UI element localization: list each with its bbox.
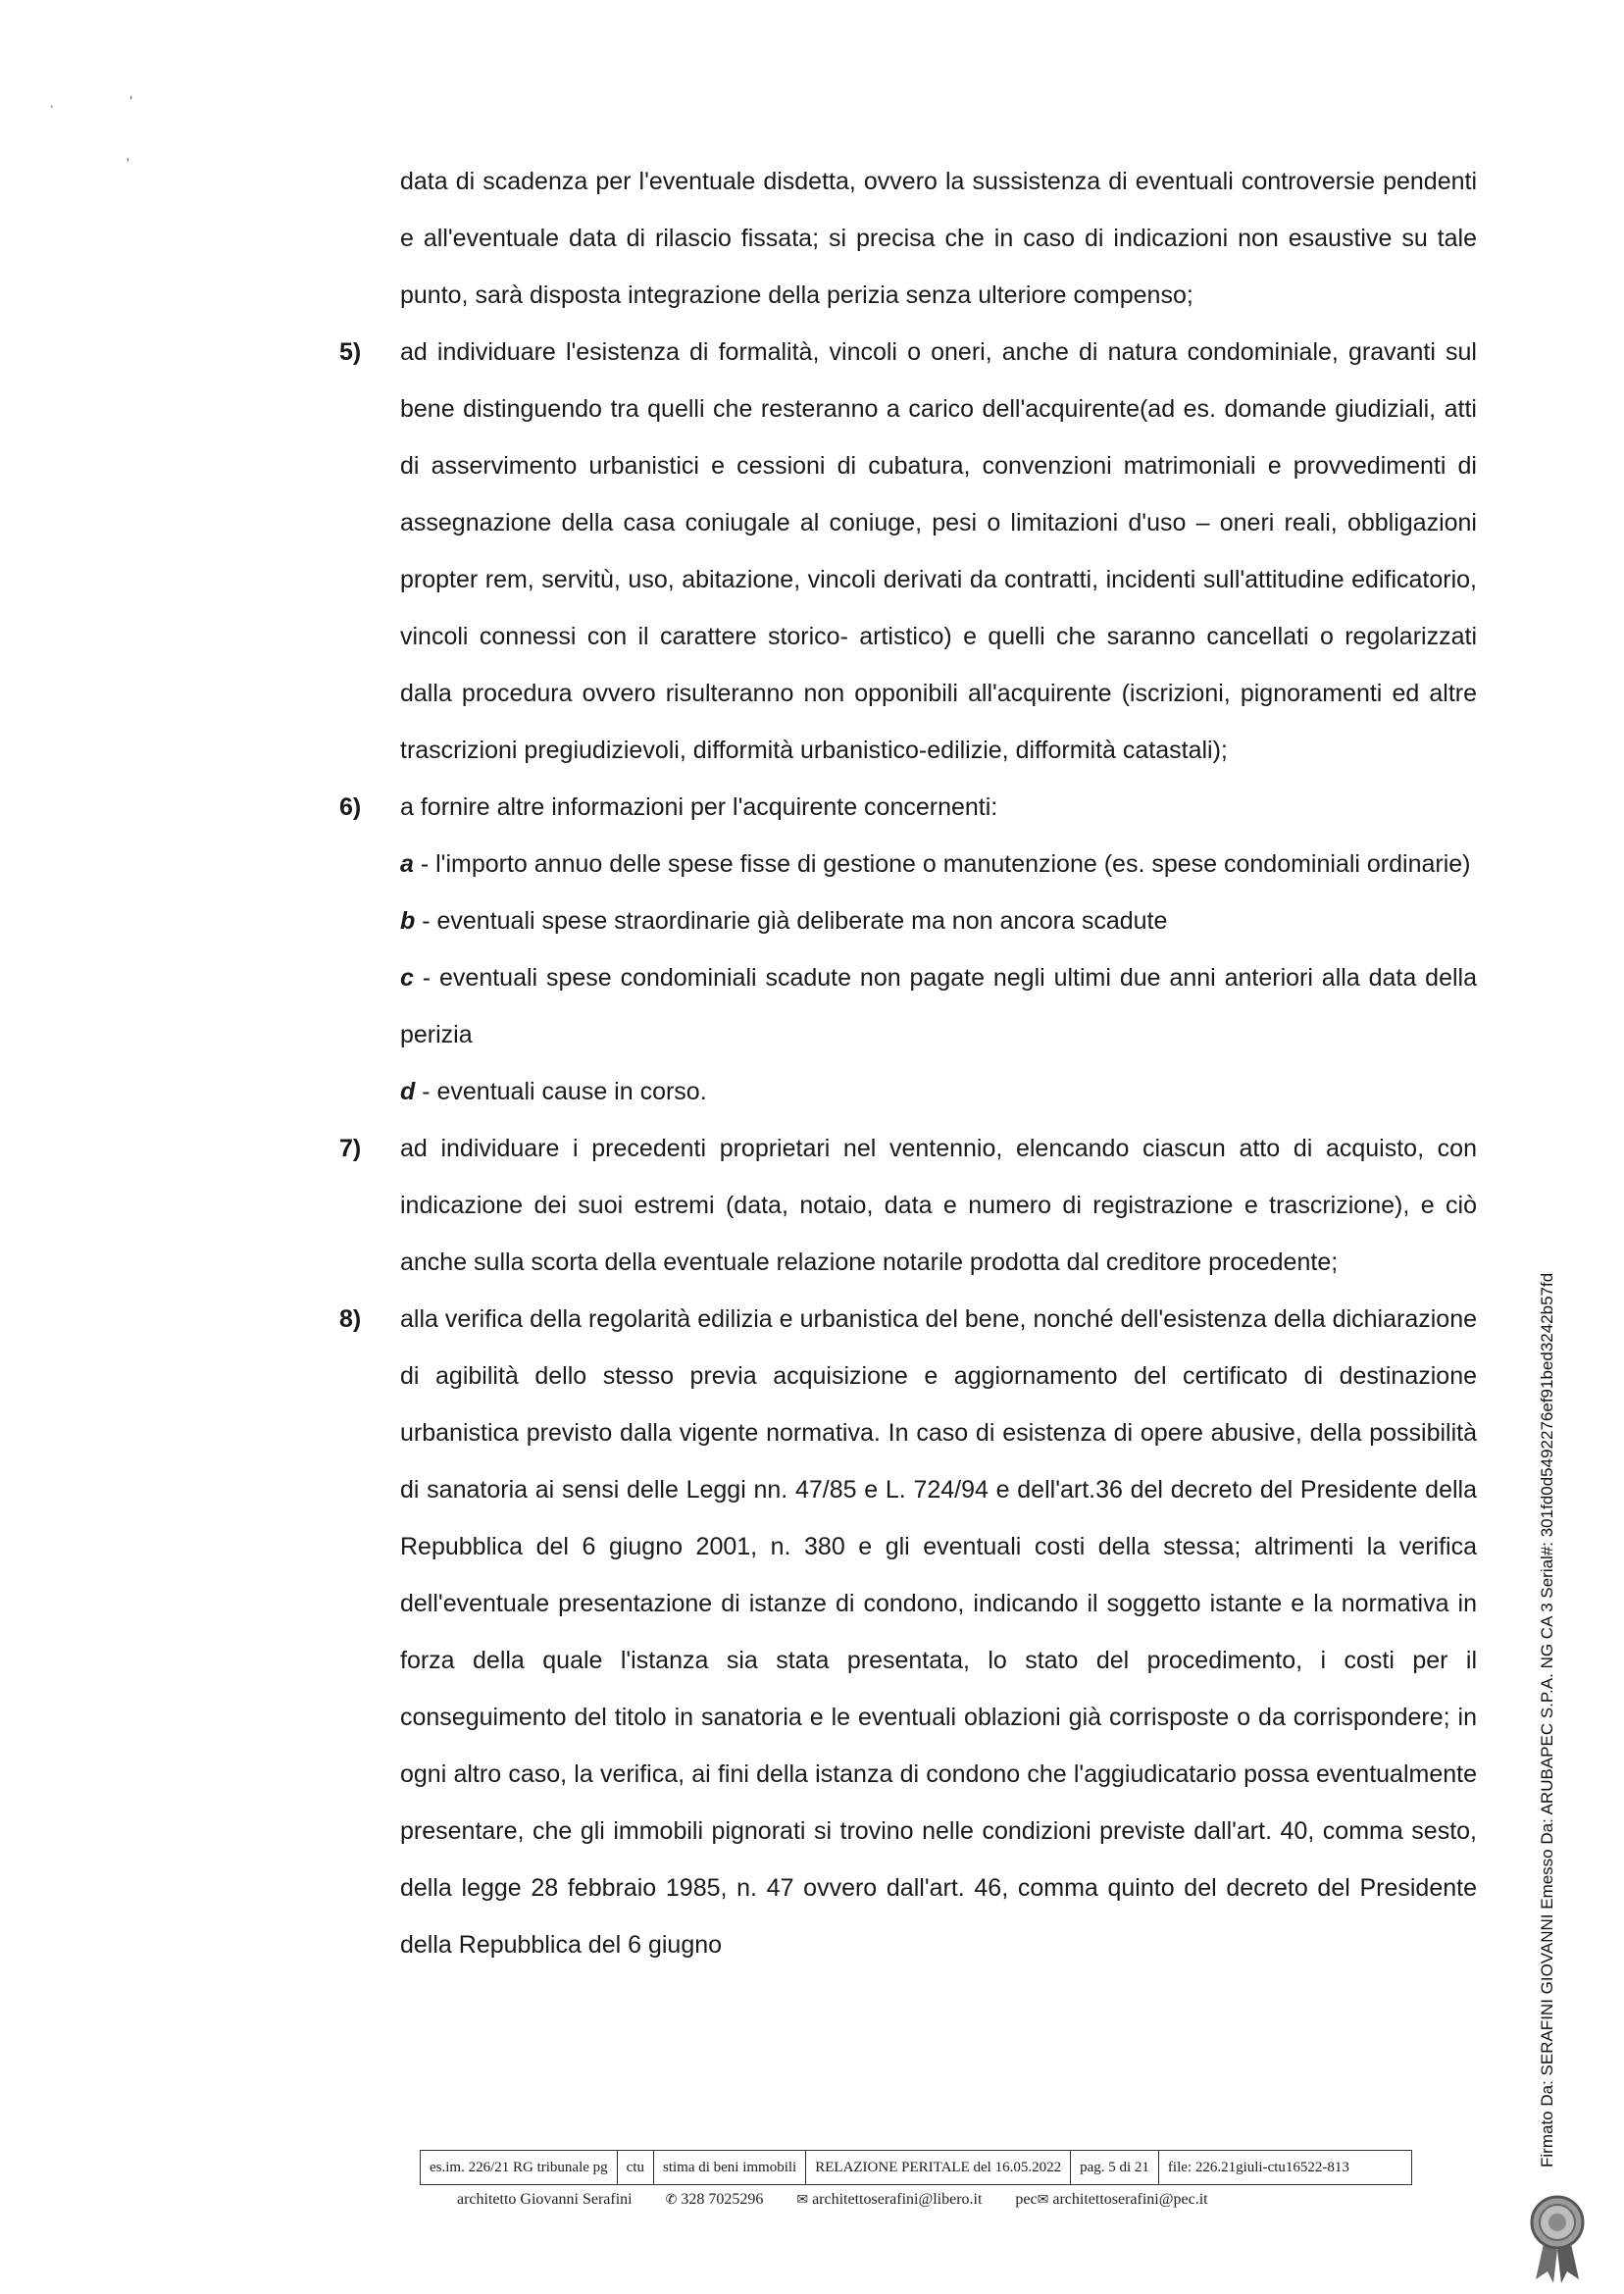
footer-case: es.im. 226/21 RG tribunale pg: [421, 2151, 618, 2184]
sub-item-b: [400, 892, 1477, 949]
sub-text: - eventuali cause in corso.: [415, 1078, 707, 1105]
paragraph-continuation: data di scadenza per l'eventuale disdetta, ovvero la sussistenza di eventuali controversie pendenti e all'eventuale data di rilascio fissata; si precisa che in caso di indicazioni non esaustive su tale punto, sarà disposta integrazione della perizia senza ulteriore compenso;: [400, 168, 1477, 309]
footer-phone-group: [666, 2191, 764, 2209]
sub-item-d: [400, 1063, 1477, 1120]
list-item-6: [339, 779, 1477, 1120]
footer-role: ctu: [618, 2151, 654, 2184]
item-number: 7): [339, 1135, 362, 1162]
footer-report: RELAZIONE PERITALE del 16.05.2022: [806, 2151, 1071, 2184]
footer-page: pag. 5 di 21: [1071, 2151, 1159, 2184]
sub-item-c: [400, 949, 1477, 1063]
phone-icon: ✆: [665, 2193, 678, 2208]
footer-pec: architettoserafini@pec.it: [1052, 2191, 1208, 2208]
document-page: · ' , data di scadenza per l'eventuale disdetta, ovvero la sussistenza di eventuali controversie pendenti e all'eventuale data di rilascio fissata; si precisa che in caso di indicazioni non esaustive su tale punto, sarà disposta integrazione della perizia senza ulteriore compenso; 5) ad individuare l'esistenza di formalità, vincoli o oneri, anche di natura condominiale, gravanti sul bene distinguendo tra quelli che resteranno a carico dell'acquirente(ad es. domande giudiziali, atti di asservimento urbanistici e cessioni di cubatura, convenzioni matrimoniali e provvedimenti di assegnazione della casa coniugale al coniuge, pesi o limitazioni d'uso – oneri reali, obbligazioni propter rem, servitù, uso, abitazione, vincoli derivati da contratti, incidenti sull'attitudine edificatorio, vincoli connessi con il carattere storico- artistico) e quelli che saranno cancellati o regolarizzati dalla procedura ovvero risulteranno non opponibili all'acquirente (iscrizioni, pignoramenti ed altre trascrizioni pregiudizievoli, difformità urbanistico-edilizie, difformità catastali); 6) a fornire altre informazioni per l'acquirente concernenti: a - l'importo annuo delle spese fisse di gestione o manutenzione (es. spese condominiali ordinarie) b - eventuali spese straordinarie già deliberate ma non ancora scadute c - eventuali spese condominiali scadute non pagate negli ultimi due anni anteriori alla data della perizia d - eventuali cause in corso. 7) ad individuare i precedenti proprietari nel ventennio, elencando ciascun atto di acquisto, con indicazione dei suoi estremi (data, notaio, data e numero di registrazione e trascrizione), e ciò anche sulla scorta della eventuale relazione notarile prodotta dal creditore procedente; 8) alla verifica della regolarità edilizia e urbanistica del bene, nonché dell'esistenza della dichiarazione di agibilità dello stesso previa acquisizione e aggiornamento del certificato di destinazione urbanistica previsto dalla vigente normativa. In caso di esistenza di opere abusive, della possibilità di sanatoria ai sensi delle Leggi nn. 47/85 e L. 724/94 e dell'art.36 del decreto del Presidente della Repubblica del 6 giugno 2001, n. 380 e gli eventuali costi della stessa; altrimenti la verifica dell'eventuale presentazione di istanze di condono, indicando il soggetto istante e la normativa in forza della quale l'istanza sia stata presentata, lo stato del procedimento, i costi per il conseguimento del titolo in sanatoria e le eventuali oblazioni già corrisposte o da corrispondere; in ogni altro caso, la verifica, ai fini della istanza di condono che l'aggiudicatario possa eventualmente presentare, che gli immobili pignorati si trovino nelle condizioni previste dall'art. 40, comma sesto, della legge 28 febbraio 1985, n. 47 ovvero dall'art. 46, comma quinto del decreto del Presidente della Repubblica del 6 giugno es.im. 226/21 RG tribunale pg ctu stima di beni immobili RELAZIONE PERITALE del 16.05.2022 pag. 5 di 21 file: 226.21giuli-ctu16522-813 architetto Giovanni Serafini ✆ 328 7025296 ✉ architettoserafini@libero.it pec✉ architettoserafini@pec.it Firmato Da: SERAFINI GIOVANNI Emesso Da: ARUBAPEC S.P.A. NG CA 3 Serial#: 301fd0d5492276ef91bed3242b57fd: [0, 0, 1624, 2294]
sub-text: - eventuali spese condominiali scadute non pagate negli ultimi due anni anteriori alla data della perizia: [400, 964, 1477, 1048]
sub-letter: a: [400, 850, 414, 878]
sub-letter: d: [400, 1078, 416, 1105]
seal-icon: [1526, 2193, 1589, 2283]
item-text: alla verifica della regolarità edilizia e urbanistica del bene, nonché dell'esistenza della dichiarazione di agibilità dello stesso previa acquisizione e aggiornamento del certificato di destinazione urbanistica previsto dalla vigente normativa. In caso di esistenza di opere abusive, della possibilità di sanatoria ai sensi delle Leggi nn. 47/85 e L. 724/94 e dell'art.36 del decreto del Presidente della Repubblica del 6 giugno 2001, n. 380 e gli eventuali costi della stessa; altrimenti la verifica dell'eventuale presentazione di istanze di condono, indicando il soggetto istante e la normativa in forza della quale l'istanza sia stata presentata, lo stato del procedimento, i costi per il conseguimento del titolo in sanatoria e le eventuali oblazioni già corrisposte o da corrispondere; in ogni altro caso, la verifica, ai fini della istanza di condono che l'aggiudicatario possa eventualmente presentare, che gli immobili pignorati si trovino nelle condizioni previste dall'art. 40, comma sesto, della legge 28 febbraio 1985, n. 47 ovvero dall'art. 46, comma quinto del decreto del Presidente della Repubblica del 6 giugno: [400, 1305, 1477, 1959]
body-text: [339, 153, 1477, 1973]
footer-file: file: 226.21giuli-ctu16522-813: [1167, 2159, 1349, 2175]
item-number: 5): [339, 338, 362, 366]
footer-pec-label: pec: [1015, 2191, 1038, 2208]
sub-text: - eventuali spese straordinarie già deliberate ma non ancora scadute: [415, 907, 1168, 935]
sub-text: - l'importo annuo delle spese fisse di gestione o manutenzione (es. spese condominiali ordinarie): [413, 850, 1471, 878]
footer-info-bar: [420, 2150, 1412, 2185]
footer-subject: stima di beni immobili: [654, 2151, 806, 2184]
footer-author: architetto Giovanni Serafini: [457, 2191, 633, 2208]
footer-email-group: [796, 2191, 982, 2209]
sub-letter: c: [400, 964, 414, 992]
mail-icon: ✉: [796, 2193, 809, 2208]
item-text: ad individuare i precedenti proprietari nel ventennio, elencando ciascun atto di acquisto, con indicazione dei suoi estremi (data, notaio, data e numero di registrazione e trascrizione), e ciò anche sulla scorta della eventuale relazione notarile prodotta dal creditore procedente;: [400, 1135, 1477, 1276]
item-text: ad individuare l'esistenza di formalità, vincoli o oneri, anche di natura condominiale, gravanti sul bene distinguendo tra quelli che resteranno a carico dell'acquirente(ad es. domande giudiziali, atti di asservimento urbanistici e cessioni di cubatura, convenzioni matrimoniali e provvedimenti di assegnazione della casa coniugale al coniuge, pesi o limitazioni d'uso – oneri reali, obbligazioni propter rem, servitù, uso, abitazione, vincoli derivati da contratti, incidenti sull'attitudine edificatorio, vincoli connessi con il carattere storico- artistico) e quelli che saranno cancellati o regolarizzati dalla procedura ovvero risulteranno non opponibili all'acquirente (iscrizioni, pignoramenti ed altre trascrizioni pregiudizievoli, difformità urbanistico-edilizie, difformità catastali);: [400, 338, 1477, 764]
footer-email: architettoserafini@libero.it: [812, 2191, 983, 2208]
sub-item-a: [400, 836, 1477, 892]
footer-contacts: [457, 2191, 1398, 2209]
mail-icon: ✉: [1037, 2193, 1049, 2208]
list-item-8: [339, 1291, 1477, 1973]
list-item-5: [339, 324, 1477, 779]
digital-signature-text: Firmato Da: SERAFINI GIOVANNI Emesso Da: ARUBAPEC S.P.A. NG CA 3 Serial#: 301fd0d5492276ef91bed3242b57fd: [1538, 1272, 1556, 2167]
item-number: 8): [339, 1305, 362, 1333]
item-number: 6): [339, 793, 362, 821]
footer-pec-group: [1015, 2191, 1207, 2209]
sub-letter: b: [400, 907, 416, 935]
footer-phone: 328 7025296: [681, 2191, 764, 2208]
list-item-7: [339, 1120, 1477, 1291]
item-text: a fornire altre informazioni per l'acquirente concernenti:: [400, 793, 998, 821]
